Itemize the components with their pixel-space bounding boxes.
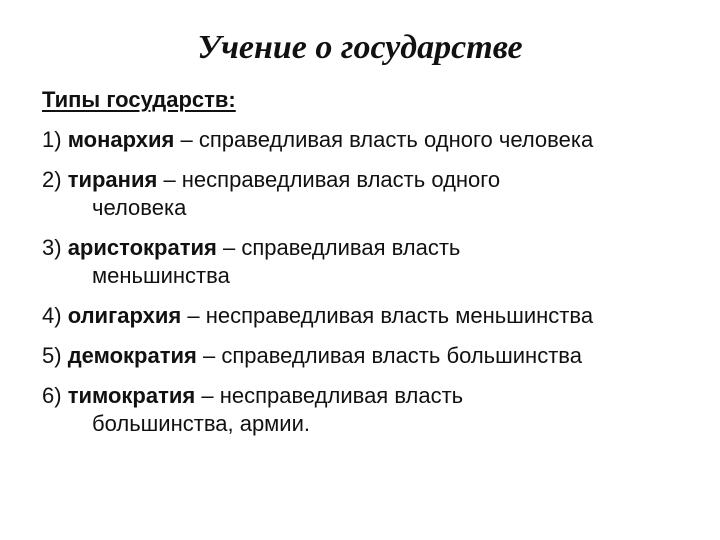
item-number: 6) [42, 383, 62, 408]
item-number: 5) [42, 343, 62, 368]
section-subtitle: Типы государств: [42, 87, 236, 112]
item-term: олигархия [67, 303, 182, 328]
item-term: аристократия [67, 235, 217, 260]
item-continuation: меньшинства [92, 263, 230, 288]
item-term: тирания [67, 167, 158, 192]
item-term: монархия [67, 127, 175, 152]
item-term: демократия [67, 343, 197, 368]
item-number: 3) [42, 235, 62, 260]
item-description: – справедливая власть большинства [202, 343, 582, 368]
item-description: – несправедливая власть меньшинства [187, 303, 594, 328]
list-item [42, 232, 692, 292]
list-item [42, 300, 692, 332]
item-number: 1) [42, 127, 62, 152]
item-description: – несправедливая власть [201, 383, 464, 408]
item-number: 4) [42, 303, 62, 328]
content-body [42, 84, 692, 448]
item-term: тимократия [67, 383, 196, 408]
item-description: – справедливая власть одного человека [180, 127, 594, 152]
item-continuation: большинства, армии. [92, 411, 311, 436]
item-continuation: человека [92, 195, 187, 220]
item-description: – справедливая власть [223, 235, 461, 260]
list-item [42, 340, 692, 372]
list-item [42, 164, 692, 224]
page-title: Учение о государстве [197, 29, 523, 66]
list-item [42, 380, 692, 440]
item-description: – несправедливая власть одного [163, 167, 501, 192]
item-number: 2) [42, 167, 62, 192]
list-item [42, 124, 692, 156]
